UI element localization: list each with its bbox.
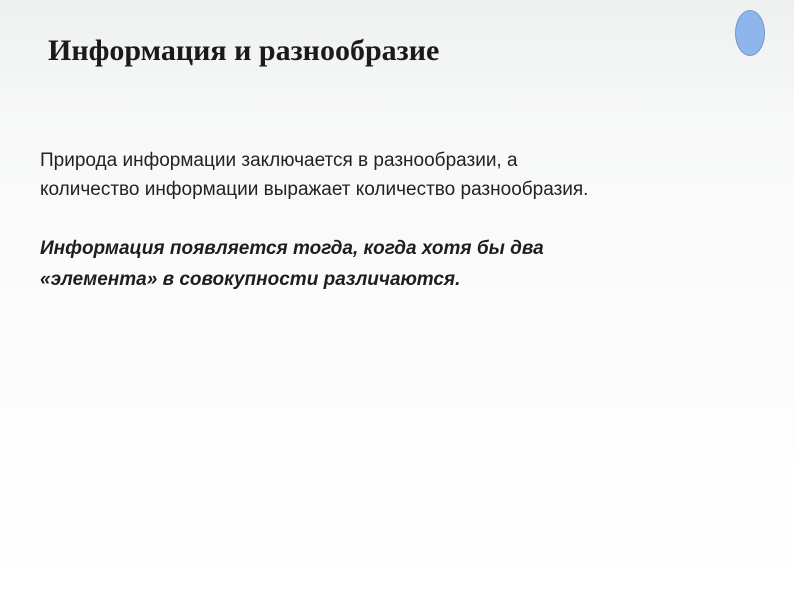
- blue-oval-icon: [735, 10, 765, 56]
- paragraph-line: «элемента» в совокупности различаются.: [40, 269, 461, 290]
- paragraph-information-appears: [40, 233, 760, 295]
- paragraph-line: Информация появляется тогда, когда хотя бы два: [40, 238, 544, 259]
- paragraph-nature-of-information: [40, 146, 760, 204]
- paragraph-line: количество информации выражает количество разнообразия.: [40, 179, 589, 200]
- paragraph-line: Природа информации заключается в разнообразии, а: [40, 150, 518, 171]
- slide-title: Информация и разнообразие: [48, 34, 440, 67]
